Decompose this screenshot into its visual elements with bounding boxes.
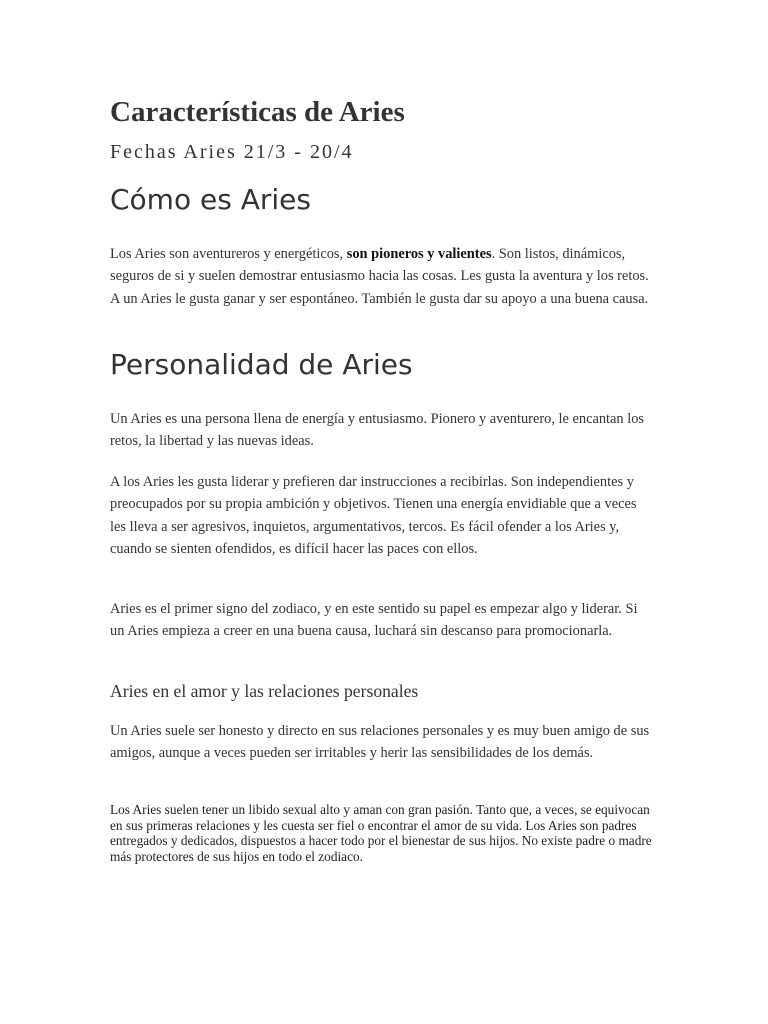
aries-dates: Fechas Aries 21/3 - 20/4 <box>110 141 354 163</box>
section-heading-personalidad: Personalidad de Aries <box>110 348 413 381</box>
amor-paragraph-2: Los Aries suelen tener un libido sexual alto y aman con gran pasión. Tanto que, a veces, se equivocan en sus primeras relaciones y les cuesta ser fiel o encontrar el amor de su vida. Los Aries son padres entregados y dedicados, dispuestos a hacer todo por el bienestar de sus hijos. No existe padre o madre más protectores de sus hijos en todo el zodiaco. <box>110 802 652 864</box>
personalidad-paragraph-3: Aries es el primer signo del zodiaco, y en este sentido su papel es empezar algo y liderar. Si un Aries empieza a creer en una buena causa, luchará sin descanso para promocionarla. <box>110 601 638 640</box>
paragraph-text-end: . Son listos, dinámicos, seguros de si y suelen demostrar entusiasmo hacia las cosas. Les gusta la aventura y los retos. A un Aries le gusta ganar y ser espontáneo. También le gusta dar su apoyo a una buena causa. <box>110 246 649 307</box>
page-title: Características de Aries <box>110 96 405 128</box>
section-como-es-aries-paragraph <box>110 243 655 310</box>
section-heading-amor: Aries en el amor y las relaciones personales <box>110 681 419 701</box>
amor-paragraph-1: Un Aries suele ser honesto y directo en sus relaciones personales y es muy buen amigo de sus amigos, aunque a veces pueden ser irritables y herir las sensibilidades de los demás. <box>110 723 650 762</box>
personalidad-paragraph-1: Un Aries es una persona llena de energía y entusiasmo. Pionero y aventurero, le encantan los retos, la libertad y las nuevas ideas. <box>110 411 645 450</box>
paragraph-bold-text: son pioneros y valientes <box>346 246 492 262</box>
paragraph-text-start: Los Aries son aventureros y energéticos, <box>110 246 347 262</box>
personalidad-paragraph-2: A los Aries les gusta liderar y prefieren dar instrucciones a recibirlas. Son independientes y preocupados por su propia ambición y objetivos. Tienen una energía envidiable que a veces les lleva a ser agresivos, inquietos, argumentativos, tercos. Es fácil ofender a los Aries y, cuando se sienten ofendidos, es difícil hacer las paces con ellos. <box>110 474 637 557</box>
section-heading-como-es-aries: Cómo es Aries <box>110 183 311 216</box>
